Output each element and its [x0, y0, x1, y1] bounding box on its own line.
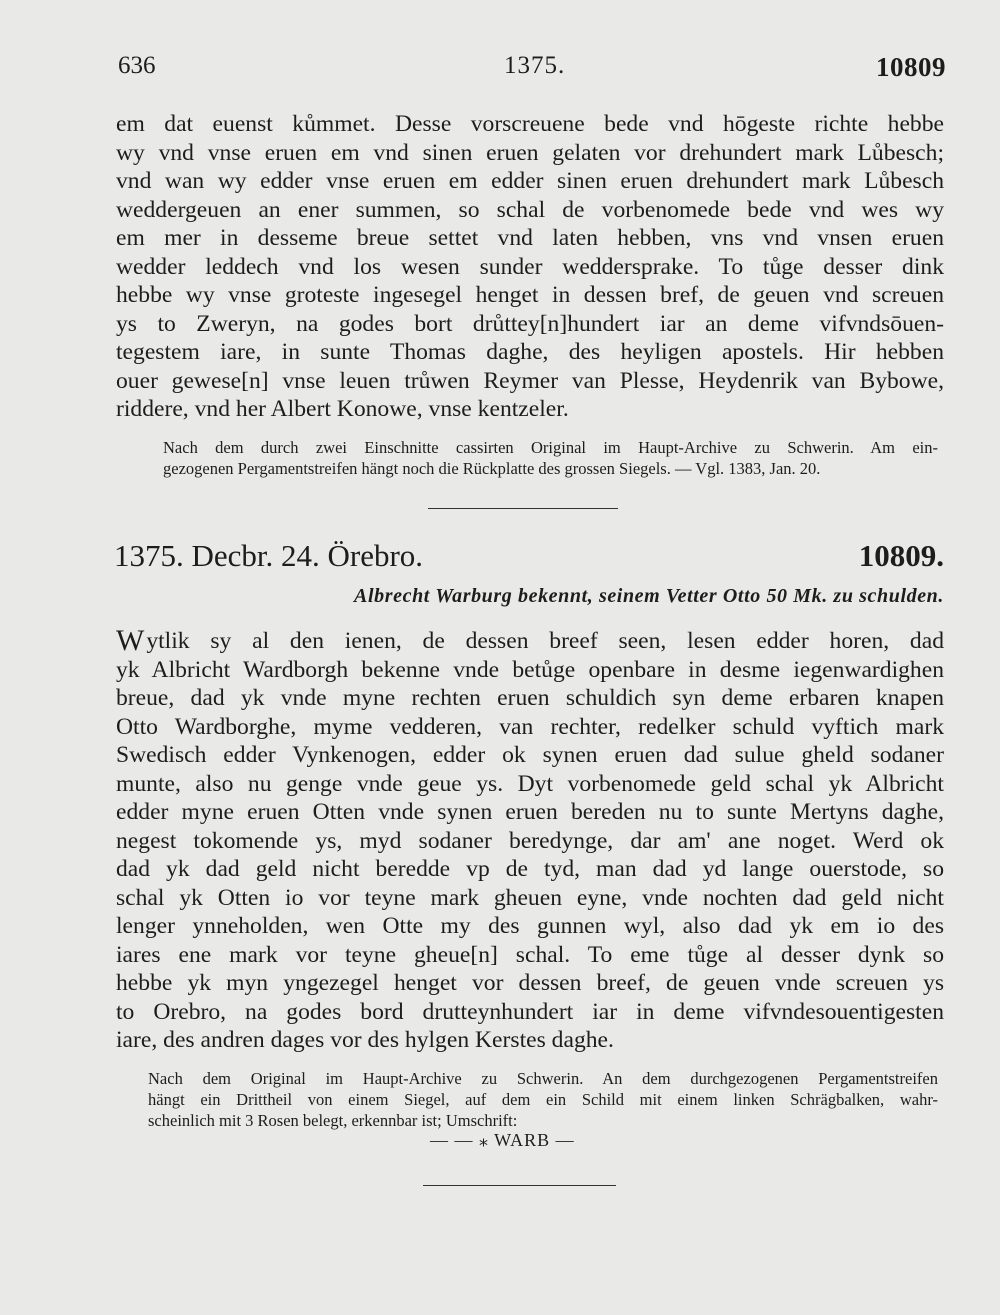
text-line	[116, 624, 944, 657]
document-number: 10809.	[858, 538, 944, 573]
text-line: ouer gewese[n] vnse leuen trůwen Reymer van Plesse, Heydenrik van Bybowe,	[116, 367, 944, 394]
drop-initial: W	[116, 624, 145, 657]
text-line: riddere, vnd her Albert Konowe, vnse kentzeler.	[116, 396, 569, 422]
text-line: vnd wan wy edder vnse eruen em edder sinen eruen drehundert mark Lůbesch	[116, 168, 944, 194]
continuation-text	[116, 110, 944, 424]
text-line: iare, des andren dages vor des hylgen Kerstes daghe.	[116, 1027, 614, 1053]
document-text	[116, 624, 944, 1055]
document-source-note	[148, 1068, 938, 1131]
running-document-number: 10809	[876, 52, 946, 82]
text-line: wedder leddech vnd los wesen sunder weddersprake. To tůge desser dink	[116, 253, 944, 280]
running-year: 1375.	[504, 52, 566, 79]
text-line: hebbe wy vnse groteste ingesegel henget in dessen bref, de geuen vnd screuen	[116, 282, 944, 308]
text-line: yk Albricht Wardborgh bekenne vnde betůge openbare in desme iegenwardighen	[116, 656, 944, 683]
text-line: Swedisch edder Vynkenogen, edder ok synen eruen dad sulue gheld sodaner	[116, 742, 944, 768]
continuation-source-note	[163, 437, 938, 479]
text-line: breue, dad yk vnde myne rechten eruen schuldich syn deme erbaren knapen	[116, 685, 944, 711]
text-line: schal yk Otten io vor teyne mark gheuen eyne, vnde nochten dad geld nicht	[116, 884, 944, 911]
page-number: 636	[118, 52, 156, 79]
note-line: scheinlich mit 3 Rosen belegt, erkennbar ist; Umschrift:	[148, 1111, 518, 1130]
text-line: munte, also nu genge vnde geue ys. Dyt vorbenomede geld schal yk Albricht	[116, 770, 944, 797]
end-divider	[423, 1185, 616, 1186]
text-line: em dat euenst kůmmet. Desse vorscreuene bede vnd hōgeste richte hebbe	[116, 111, 944, 137]
text-line: wy vnd vnse eruen em vnd sinen eruen gelaten vor drehundert mark Lůbesch;	[116, 139, 944, 166]
text-line: to Orebro, na godes bord drutteynhundert iar in deme vifvndesouentigesten	[116, 998, 944, 1025]
note-line: gezogenen Pergamentstreifen hängt noch die Rückplatte des grossen Siegels. — Vgl. 1383, Jan. 20.	[163, 459, 821, 478]
text-line: negest tokomende ys, myd sodaner beredynge, dar am' ane noget. Werd ok	[116, 827, 944, 854]
note-line: hängt ein Drittheil von einem Siegel, auf dem ein Schild mit einem linken Schrägbalken, wahr-	[148, 1090, 938, 1109]
text-line: tegestem iare, in sunte Thomas daghe, des heyligen apostels. Hir hebben	[116, 339, 944, 365]
text-line: hebbe yk myn yngezegel henget vor dessen breef, de geuen vnde screuen ys	[116, 970, 944, 996]
text-line: iares ene mark vor teyne gheue[n] schal. To eme tůge al desser dynk so	[116, 941, 944, 968]
page-header	[118, 52, 946, 86]
note-line: Nach dem Original im Haupt-Archive zu Schwerin. An dem durchgezogenen Pergamentstreifen	[148, 1069, 938, 1088]
text-line: edder myne eruen Otten vnde synen eruen bereden nu to sunte Mertyns daghe,	[116, 799, 944, 825]
text-line: weddergeuen an ener summen, so schal de vorbenomede bede vnd wes wy	[116, 196, 944, 223]
document-date-place: 1375. Decbr. 24. Örebro.	[114, 538, 424, 573]
seal-legend: — — ⁎ WARB —	[430, 1130, 575, 1150]
text-line: Otto Wardborghe, myme vedderen, van rechter, redelker schuld vyftich mark	[116, 713, 944, 740]
section-divider	[428, 508, 618, 509]
text-line: em mer in desseme breue settet vnd laten hebben, vns vnd vnsen eruen	[116, 225, 944, 251]
text-line: lenger ynneholden, wen Otte my des gunnen wyl, also dad yk em io des	[116, 913, 944, 939]
text-line: ys to Zweryn, na godes bort drůttey[n]hundert iar an deme vifvndsōuen-	[116, 310, 944, 337]
first-line-text: ytlik sy al den ienen, de dessen breef seen, lesen edder horen, dad	[146, 628, 944, 654]
note-line: Nach dem durch zwei Einschnitte cassirten Original im Haupt-Archive zu Schwerin. Am ein-	[163, 438, 938, 457]
text-line: dad yk dad geld nicht beredde vp de tyd, man dad yd lange ouerstode, so	[116, 856, 944, 882]
document-heading	[114, 538, 944, 578]
document-summary: Albrecht Warburg bekennt, seinem Vetter Otto 50 Mk. zu schulden.	[354, 585, 944, 607]
